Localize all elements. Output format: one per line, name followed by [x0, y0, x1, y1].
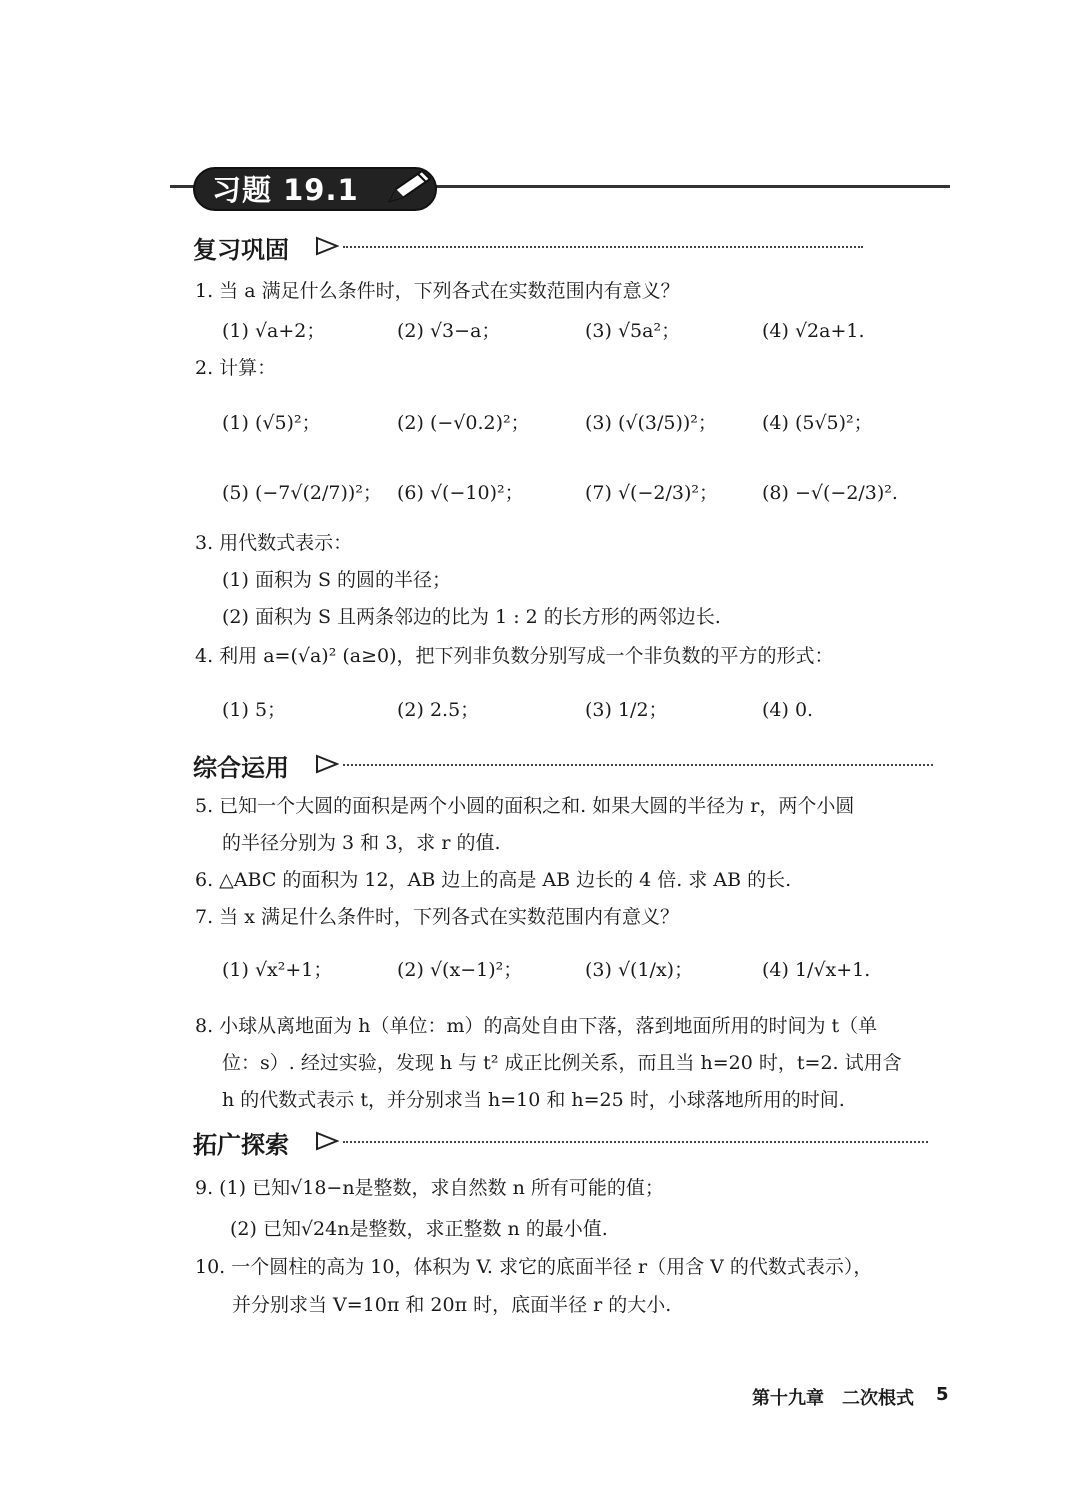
- question-9-line-2: (2) 已知√24n是整数，求正整数 n 的最小值.: [230, 1218, 608, 1240]
- question-8-line-3: h 的代数式表示 t，并分别求当 h=10 和 h=25 时，小球落地所用的时间.: [222, 1089, 845, 1111]
- q1-item-4: (4) √2a+1.: [762, 320, 865, 342]
- question-9-line-1: 9. (1) 已知√18−n是整数，求自然数 n 所有可能的值；: [195, 1177, 664, 1199]
- q1-item-3: (3) √5a²；: [585, 320, 681, 342]
- question-1: 1. 当 a 满足什么条件时，下列各式在实数范围内有意义？: [195, 280, 680, 302]
- q4-item-1: (1) 5；: [222, 699, 287, 721]
- q7-item-1: (1) √x²+1；: [222, 959, 333, 981]
- question-8-line-1: 8. 小球从离地面为 h（单位：m）的高处自由下落，落到地面所用的时间为 t（单: [195, 1015, 878, 1037]
- question-3: 3. 用代数式表示：: [195, 532, 353, 554]
- q4-item-4: (4) 0.: [762, 699, 814, 721]
- page-number: 5: [936, 1384, 949, 1405]
- question-7: 7. 当 x 满足什么条件时，下列各式在实数范围内有意义？: [195, 906, 679, 928]
- triangle-arrow-icon: [315, 236, 339, 256]
- q4-item-2: (2) 2.5；: [397, 699, 480, 721]
- q2-item-5: (5) (−7√(2/7))²；: [222, 482, 382, 504]
- q3-item-1: (1) 面积为 S 的圆的半径；: [222, 569, 452, 591]
- q1-item-1: (1) √a+2；: [222, 320, 326, 342]
- dotted-rule: [343, 246, 863, 248]
- section-explore-title: 拓广探索: [193, 1131, 289, 1159]
- chapter-label: 第十九章 二次根式: [752, 1388, 914, 1409]
- question-6: 6. △ABC 的面积为 12，AB 边上的高是 AB 边长的 4 倍. 求 AB 的长.: [195, 869, 792, 891]
- triangle-arrow-icon: [315, 1131, 339, 1151]
- q2-item-1: (1) (√5)²；: [222, 412, 321, 434]
- q4-item-3: (3) 1/2；: [585, 699, 668, 721]
- question-10-line-2: 并分别求当 V=10π 和 20π 时，底面半径 r 的大小.: [232, 1294, 672, 1316]
- question-10-line-1: 10. 一个圆柱的高为 10，体积为 V. 求它的底面半径 r（用含 V 的代数式表示），: [195, 1256, 873, 1278]
- q2-item-2: (2) (−√0.2)²；: [397, 412, 530, 434]
- q2-item-4: (4) (5√5)²；: [762, 412, 873, 434]
- pencil-icon: [384, 167, 436, 207]
- q1-item-2: (2) √3−a；: [397, 320, 501, 342]
- q2-item-8: (8) −√(−2/3)².: [762, 482, 898, 504]
- question-5-line-2: 的半径分别为 3 和 3，求 r 的值.: [222, 832, 501, 854]
- section-review-header: [193, 230, 933, 264]
- section-applied-title: 综合运用: [193, 754, 289, 782]
- question-2: 2. 计算：: [195, 357, 277, 379]
- q7-item-2: (2) √(x−1)²；: [397, 959, 523, 981]
- dotted-rule: [343, 764, 933, 766]
- section-review-title: 复习巩固: [193, 236, 289, 264]
- q2-item-3: (3) (√(3/5))²；: [585, 412, 717, 434]
- q7-item-3: (3) √(1/x)；: [585, 959, 694, 981]
- section-applied-header: [193, 748, 933, 782]
- question-5-line-1: 5. 已知一个大圆的面积是两个小圆的面积之和. 如果大圆的半径为 r，两个小圆: [195, 795, 855, 817]
- triangle-arrow-icon: [315, 754, 339, 774]
- q2-item-6: (6) √(−10)²；: [397, 482, 524, 504]
- q3-item-2: (2) 面积为 S 且两条邻边的比为 1 : 2 的长方形的两邻边长.: [222, 606, 721, 628]
- exercise-title: 习题 19.1: [212, 173, 359, 207]
- question-8-line-2: 位：s）. 经过实验，发现 h 与 t² 成正比例关系，而且当 h=20 时，t=2. 试用含: [222, 1052, 902, 1074]
- dotted-rule: [343, 1141, 928, 1143]
- q7-item-4: (4) 1/√x+1.: [762, 959, 871, 981]
- question-4: 4. 利用 a=(√a)² (a≥0)，把下列非负数分别写成一个非负数的平方的形式：: [195, 645, 834, 667]
- q2-item-7: (7) √(−2/3)²；: [585, 482, 719, 504]
- section-explore-header: [193, 1125, 933, 1159]
